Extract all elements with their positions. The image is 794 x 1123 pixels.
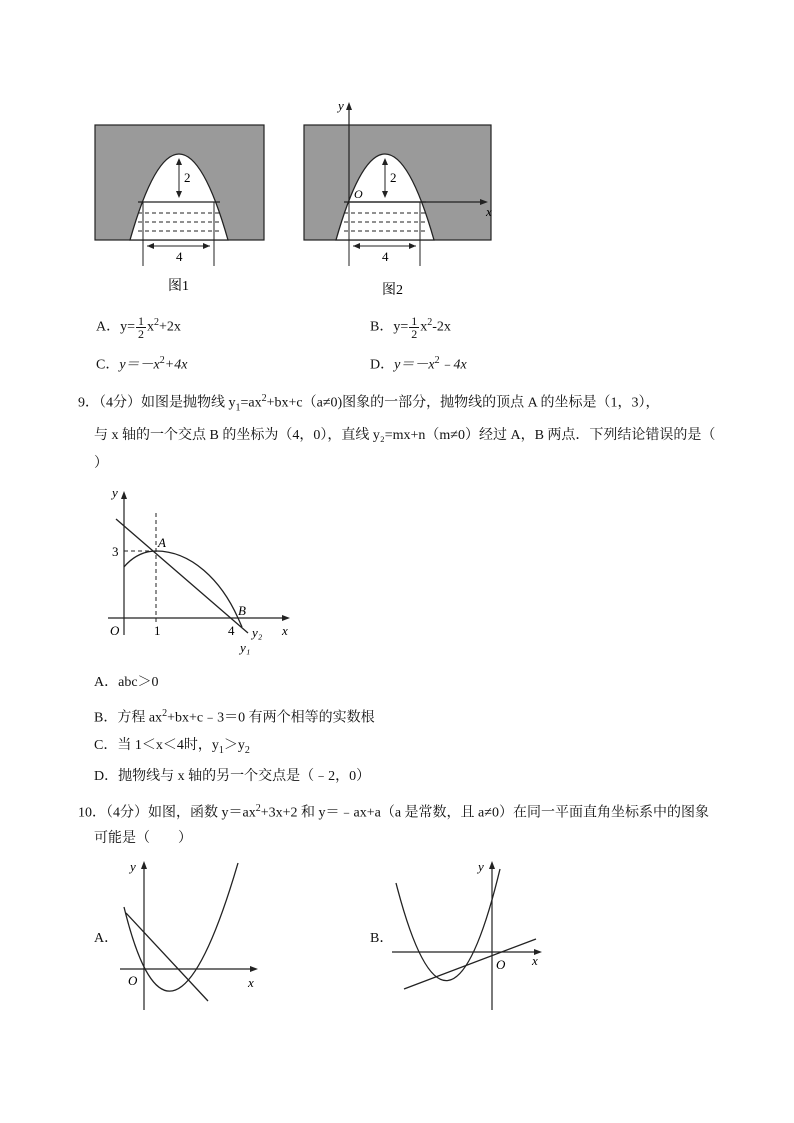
q9-origin-label: O [110, 623, 120, 638]
q9-tick-x4: 4 [228, 623, 235, 638]
q9-option-c[interactable]: C．当 1＜x＜4时，$y_1>y_2$ [94, 738, 250, 756]
fig2-width-label: 4 [382, 249, 389, 264]
q8-option-d[interactable]: D．$y=-x^2﹣4x$ [370, 355, 467, 373]
q10a-origin-label: O [128, 973, 138, 988]
q10-graph-a[interactable] [110, 855, 270, 1015]
q10b-x-axis-label: x [532, 953, 538, 968]
q9-point-b: B [238, 603, 246, 618]
q9-tick-x1: 1 [154, 623, 161, 638]
q9-option-d[interactable]: D．抛物线与 x 轴的另一个交点是（﹣2，0） [94, 769, 371, 784]
q9-y-axis-label: y [112, 485, 118, 500]
q9-point-a: A [158, 535, 166, 550]
fig2-origin-label: O [354, 187, 363, 201]
q8-option-b[interactable]: B．y= $\frac{1}{2}$ $x^2-2x$ [370, 313, 451, 341]
q9-stem-line-2: 与 x 轴的一个交点 B 的坐标为（4，0），直线 y₂=mx+n（m≠0）经过 A，B 两点．下列结论错误的是（ [94, 428, 716, 443]
q9-option-a[interactable]: A．abc＞0 [94, 675, 159, 690]
q9-stem-line-3: ） [94, 456, 108, 471]
q9-option-b[interactable]: B．方程 $ax^2+bx+c﹣3=0$ 有两个相等的实数根 [94, 708, 375, 726]
fig1-caption: 图1 [168, 279, 189, 294]
fig1-width-label: 4 [176, 249, 183, 264]
figure-2 [296, 96, 506, 301]
q9-label-y1: y₁ [240, 640, 251, 655]
fraction: $\frac{1}{2}$ [411, 313, 418, 341]
fig2-y-axis-label: y [338, 98, 344, 113]
q9-label-y2: y₂ [252, 625, 263, 640]
fig2-x-axis-label: x [486, 204, 492, 219]
q10b-y-axis-label: y [478, 859, 484, 874]
q10b-origin-label: O [496, 957, 506, 972]
q10-option-a-label[interactable]: A． [94, 931, 119, 946]
fig1-height-label: 2 [184, 170, 191, 185]
q9-stem-line-1: 9．（4分）如图是抛物线 $y_1=ax^2+bx+c(a\ne 0)$图象的一部分，抛物线的顶点 A 的坐标是（1，3）， [78, 393, 660, 414]
q9-x-axis-label: x [282, 623, 288, 638]
figure-1 [90, 118, 270, 300]
fraction: $\frac{1}{2}$ [138, 313, 145, 341]
q9-graph [96, 485, 296, 657]
q10-stem-line-1: 10．（4分）如图，函数 $y=ax^2+3x+2$ 和 y＝﹣ax+a（a 是常数，且 a≠0）在同一平面直角坐标系中的图象 [78, 803, 709, 821]
fig2-caption: 图2 [382, 283, 403, 298]
fig2-height-label: 2 [390, 170, 397, 185]
q10-stem-line-2: 可能是（ ） [94, 831, 192, 846]
q8-option-c[interactable]: C．$y=-x^2+4x$ [96, 355, 188, 373]
q10a-x-axis-label: x [248, 975, 254, 990]
q10a-y-axis-label: y [130, 859, 136, 874]
q10-option-b-label[interactable]: B． [370, 931, 394, 946]
q9-tick-y3: 3 [112, 544, 119, 559]
q10-graph-b[interactable] [386, 855, 551, 1015]
q8-option-a[interactable]: A．y= $\frac{1}{2}$ $x^2+2x$ [96, 313, 181, 341]
